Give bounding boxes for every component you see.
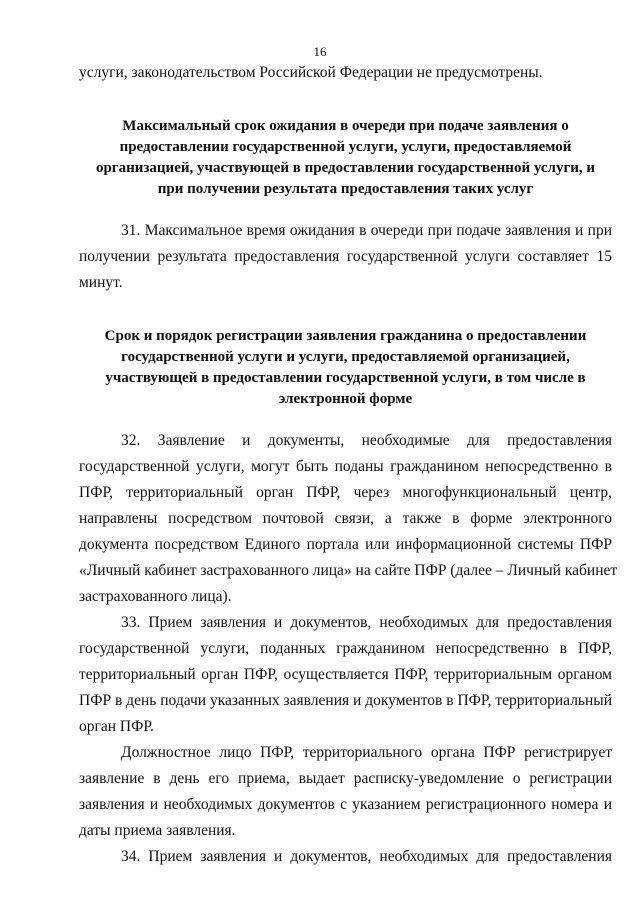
heading-max-wait-time [79, 116, 612, 200]
document-body [79, 60, 618, 870]
heading-line: организацией, участвующей в предоставлении государственной услуги, и [95, 160, 596, 176]
paragraph-34 [79, 844, 612, 870]
paragraph-line: 33. Прием заявления и документов, необходимых для предоставления [121, 614, 612, 631]
heading-line: при получении результата предоставления таких услуг [157, 181, 534, 197]
heading-line: участвующей в предоставлении государственной услуги, в том числе в [105, 370, 586, 386]
heading-line: предоставлении государственной услуги, услуги, предоставляемой [119, 139, 572, 155]
paragraph-33-continued [79, 740, 612, 844]
paragraph-line: территориальный орган ПФР, осуществляется ПФР, территориальным органом [79, 666, 612, 683]
paragraph-line: 31. Максимальное время ожидания в очереди при подаче заявления и при [121, 222, 612, 239]
paragraph-line: «Личный кабинет застрахованного лица» на сайте ПФР (далее – Личный кабинет [79, 562, 618, 579]
paragraph-line: заявление в день его приема, выдает расписку-уведомление о регистрации [79, 770, 612, 787]
paragraph-line: орган ПФР. [79, 718, 154, 735]
paragraph-line: застрахованного лица). [79, 588, 232, 605]
page-number: 16 [313, 44, 327, 59]
paragraph-line: ПФР, территориальный орган ПФР, через многофункциональный центр, [79, 484, 612, 501]
paragraph-32 [79, 428, 618, 610]
paragraph-line: минут. [79, 274, 123, 291]
paragraph-33 [79, 610, 612, 740]
paragraph-line: получении результата предоставления государственной услуги составляет 15 [79, 248, 612, 265]
heading-registration [79, 326, 612, 410]
paragraph-line: даты приема заявления. [79, 822, 236, 839]
paragraph-line: 32. Заявление и документы, необходимые для предоставления [121, 432, 612, 449]
paragraph-line: направлены посредством почтовой связи, а также в форме электронного [79, 510, 612, 527]
paragraph-line: ПФР в день подачи указанных заявления и документов в ПФР, территориальный [79, 692, 612, 709]
intro-line: услуги, законодательством Российской Федерации не предусмотрены. [79, 64, 543, 81]
heading-line: электронной форме [278, 391, 413, 407]
paragraph-line: Должностное лицо ПФР, территориального органа ПФР регистрирует [121, 744, 612, 761]
paragraph-line: заявления и необходимых документов с указанием регистрационного номера и [79, 796, 612, 813]
paragraph-31 [79, 218, 612, 296]
paragraph-line: государственной услуги, могут быть поданы гражданином непосредственно в [79, 458, 612, 475]
heading-line: государственной услуги и услуги, предоставляемой организацией, [121, 349, 570, 365]
paragraph-line: документа посредством Единого портала или информационной системы ПФР [79, 536, 612, 553]
paragraph-line: 34. Прием заявления и документов, необходимых для предоставления [121, 848, 612, 865]
paragraph-line: государственной услуги, поданных гражданином непосредственно в ПФР, [79, 640, 612, 657]
heading-line: Срок и порядок регистрации заявления гражданина о предоставлении [104, 328, 587, 344]
heading-line: Максимальный срок ожидания в очереди при подаче заявления о [122, 118, 569, 134]
